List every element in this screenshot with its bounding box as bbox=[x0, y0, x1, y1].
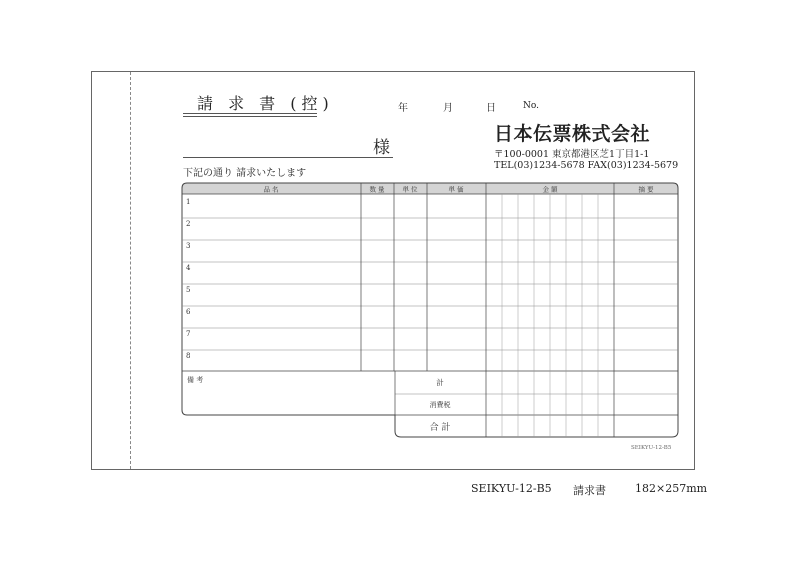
form-title: 請 求 書 (控) bbox=[197, 94, 334, 113]
caption-code: SEIKYU-12-B5 bbox=[471, 482, 552, 495]
company-contact: TEL(03)1234-5678 FAX(03)1234-5679 bbox=[494, 160, 679, 171]
caption-size: 182×257mm bbox=[635, 482, 708, 495]
addressee-suffix: 様 bbox=[373, 138, 390, 158]
date-year-label: 年 bbox=[398, 103, 408, 114]
row-number: 5 bbox=[186, 286, 191, 294]
header-band bbox=[182, 183, 678, 194]
title-underline-double bbox=[183, 116, 317, 117]
intro-text: 下記の通り 請求いたします bbox=[183, 168, 307, 179]
invoice-table bbox=[181, 182, 679, 438]
row-number: 1 bbox=[186, 198, 191, 206]
header-quantity: 数 量 bbox=[369, 185, 385, 194]
header-unit-price: 単 価 bbox=[448, 185, 464, 194]
header-item: 品 名 bbox=[263, 185, 279, 194]
company-address: 〒100-0001 東京都港区芝1丁目1-1 bbox=[494, 149, 650, 160]
subtotal-label: 計 bbox=[436, 378, 444, 387]
notes-label: 備 考 bbox=[187, 376, 204, 384]
document-number-label: No. bbox=[523, 101, 539, 111]
row-number: 2 bbox=[186, 220, 191, 228]
header-unit: 単 位 bbox=[402, 185, 418, 194]
tax-label: 消費税 bbox=[429, 401, 451, 409]
total-label: 合 計 bbox=[429, 423, 451, 433]
row-number: 7 bbox=[186, 330, 191, 338]
addressee-line bbox=[183, 157, 393, 158]
amount-digit-lines bbox=[502, 194, 598, 437]
row-number: 6 bbox=[186, 308, 191, 316]
caption-name: 請求書 bbox=[573, 484, 606, 497]
date-day-label: 日 bbox=[486, 103, 496, 114]
row-number: 4 bbox=[186, 264, 191, 272]
item-row-lines bbox=[182, 218, 678, 350]
table-frame bbox=[182, 183, 678, 437]
perforation-line bbox=[130, 72, 131, 469]
row-number: 3 bbox=[186, 242, 191, 250]
date-month-label: 月 bbox=[443, 103, 453, 114]
row-number: 8 bbox=[186, 352, 191, 360]
company-name: 日本伝票株式会社 bbox=[494, 123, 651, 145]
form-code: SEIKYU-12-B5 bbox=[631, 445, 672, 451]
header-amount: 金 額 bbox=[542, 185, 558, 194]
header-remarks: 摘 要 bbox=[638, 185, 654, 194]
column-lines bbox=[361, 183, 614, 437]
title-underline bbox=[183, 113, 317, 114]
